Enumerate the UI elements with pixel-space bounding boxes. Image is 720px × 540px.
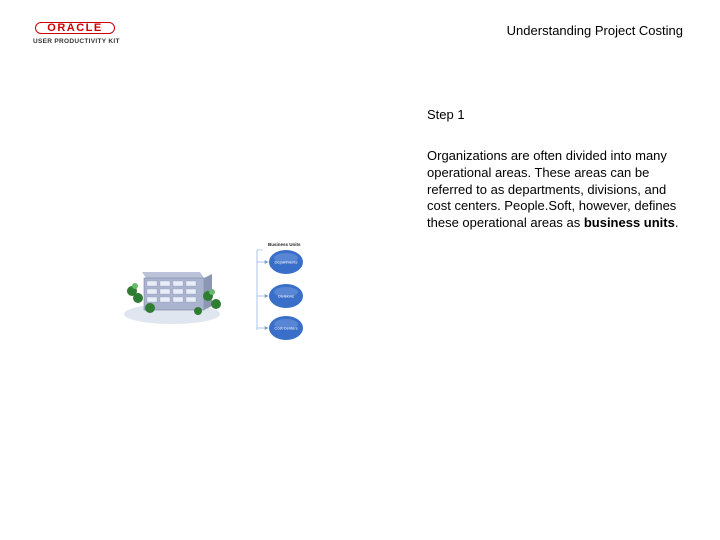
diagram-node-departments [269, 250, 303, 274]
diagram-connectors [257, 250, 268, 330]
step-description [427, 148, 679, 232]
step-label: Step 1 [427, 107, 465, 122]
node-label: Divisions [277, 293, 295, 299]
upk-logo-subtitle: USER PRODUCTIVITY KIT [33, 38, 120, 45]
step-text-intro: Organizations are often divided into many operational areas. These areas can be referred to as departments, divisions, and cost centers. People.Soft, however, defines these operational areas as [427, 148, 677, 231]
business-units-term: business units [583, 215, 675, 231]
oracle-upk-logo [33, 22, 129, 50]
diagram-node-cost-centers [269, 316, 303, 340]
node-label: Departments [274, 259, 298, 265]
step-text-end: . [674, 215, 679, 231]
business-units-illustration [120, 236, 320, 346]
oracle-logo-wordmark: ORACLE [35, 22, 115, 34]
node-label: Cost Centers [274, 325, 298, 331]
document-title: Understanding Project Costing [506, 23, 683, 38]
diagram-node-divisions [269, 284, 303, 308]
diagram-title: Business Units [268, 242, 301, 247]
